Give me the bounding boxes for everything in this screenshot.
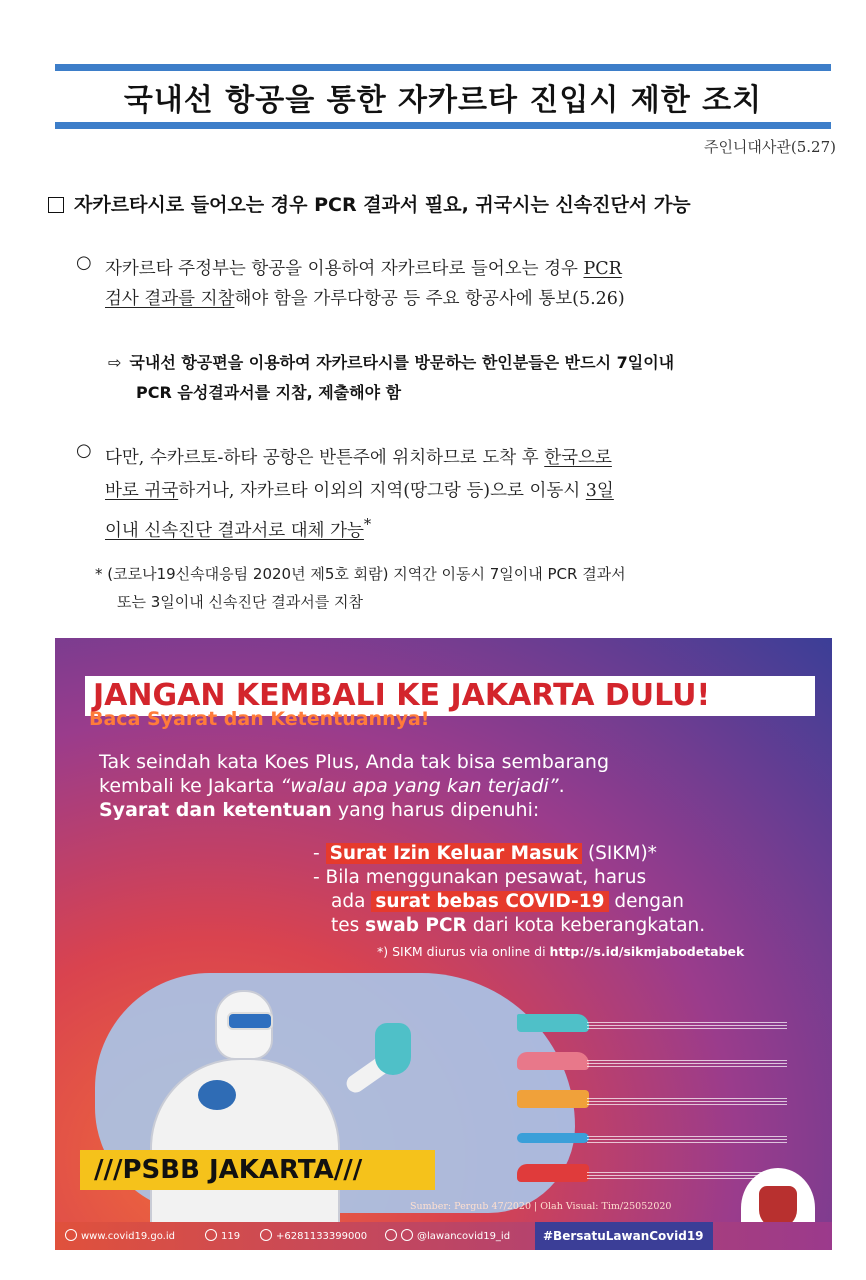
bullet-2-underline-b: 바로 귀국	[105, 481, 179, 501]
instagram-icon	[385, 1229, 397, 1241]
right-arrow-icon: ⇨	[108, 353, 122, 372]
poster-requirements	[313, 842, 813, 938]
poster-body-line-3	[99, 798, 799, 822]
bullet-2-symbol: ○	[76, 440, 92, 461]
bullet-1-text-b: 해야 함을 가루다항공 등 주요 항공사에 통보(5.26)	[234, 289, 625, 309]
sikm-note	[377, 944, 744, 959]
footer-hotline-text: 119	[221, 1231, 241, 1242]
ship-row	[517, 1010, 787, 1038]
train-row	[517, 1160, 787, 1188]
requirement-1-rest: (SIKM)*	[582, 843, 657, 864]
requirement-2-line-2-a: ada	[331, 891, 372, 912]
footnote-line-1: * (코로나19신속대응팀 2020년 제5호 회람) 지역간 이동시 7일이내 PCR 결과서	[95, 565, 626, 583]
poster-body-quote: “walau apa yang kan terjadi”	[280, 775, 559, 797]
bullet-2-underline-a: 한국으로	[544, 448, 612, 468]
checkbox-square-icon	[48, 197, 64, 213]
jakarta-badge-icon	[198, 1080, 236, 1110]
stop-hand-icon	[375, 1023, 411, 1075]
requirement-1-highlight: Surat Izin Keluar Masuk	[326, 843, 583, 864]
requirement-2-line-3	[313, 914, 813, 938]
requirement-2-line-3-bold: swab PCR	[365, 915, 467, 936]
bullet-2-underline-c: 3일	[585, 481, 614, 501]
footer-social-text: @lawancovid19_id	[417, 1231, 511, 1242]
speed-lines	[587, 1022, 787, 1030]
poster-body-line-3-bold: Syarat dan ketentuan	[99, 799, 332, 821]
requirement-2-line-2-b: dengan	[608, 891, 685, 912]
requirement-2-line-1: - Bila menggunakan pesawat, harus	[313, 867, 647, 888]
poster-footer	[55, 1222, 832, 1250]
poster-body-line-3-rest: yang harus dipenuhi:	[331, 799, 540, 821]
plane-row	[517, 1124, 787, 1152]
footer-whatsapp	[260, 1229, 367, 1242]
poster-body-line-2-b: .	[558, 775, 565, 797]
covid-poster	[55, 638, 832, 1250]
arrow-note	[108, 348, 843, 408]
bullet-1-underline-a: PCR	[583, 259, 622, 279]
bus-row	[517, 1086, 787, 1114]
poster-headline: JANGAN KEMBALI KE JAKARTA DULU!	[85, 676, 815, 716]
section-heading	[48, 190, 691, 217]
poster-body-line-2	[99, 774, 799, 798]
footer-hashtag: #BersatuLawanCovid19	[535, 1222, 713, 1250]
bullet-2-paragraph	[105, 442, 840, 548]
requirement-2-highlight: surat bebas COVID-19	[371, 891, 608, 912]
poster-body-line-1: Tak seindah kata Koes Plus, Anda tak bisa sembarang	[99, 751, 610, 773]
bullet-2-text-b: 하거나, 자카르타 이외의 지역(땅그랑 등)으로 이동시	[178, 481, 586, 501]
footer-website-text: www.covid19.go.id	[81, 1231, 175, 1242]
requirement-2-line-3-b: dari kota keberangkatan.	[466, 915, 706, 936]
requirement-2-line-3-a: tes	[331, 915, 366, 936]
bullet-2-text-a: 다만, 수카르토-하타 공항은 반튼주에 위치하므로 도착 후	[105, 448, 545, 468]
bullet-1-paragraph	[105, 254, 840, 314]
footer-hotline	[205, 1229, 240, 1242]
car-icon	[517, 1052, 589, 1070]
arrow-note-line-2: PCR 음성결과서를 지참, 제출해야 함	[136, 383, 402, 402]
car-row	[517, 1048, 787, 1076]
bullet-2-underline-d: 이내 신속진단 결과서로 대체 가능	[105, 520, 364, 541]
requirement-1-dash: -	[313, 843, 326, 864]
ship-icon	[517, 1014, 589, 1032]
sikm-note-url: http://s.id/sikmjabodetabek	[549, 944, 745, 959]
goggles-icon	[227, 1012, 273, 1030]
footer-website	[65, 1229, 175, 1242]
train-icon	[517, 1164, 589, 1182]
psbb-jakarta-banner: ///PSBB JAKARTA///	[80, 1150, 435, 1190]
bullet-2-footnote-mark: *	[363, 516, 372, 533]
poster-body-line-2-a: kembali ke Jakarta	[99, 775, 281, 797]
requirement-2-line-2	[313, 890, 813, 914]
sikm-note-text: *) SIKM diurus via online di	[377, 944, 550, 959]
document-title: 국내선 항공을 통한 자카르타 진입시 제한 조치	[123, 83, 763, 118]
bus-icon	[517, 1090, 589, 1108]
speed-lines	[587, 1060, 787, 1068]
footnote-line-2: 또는 3일이내 신속진단 결과서를 지참	[117, 593, 363, 611]
section-heading-text: 자카르타시로 들어오는 경우 PCR 결과서 필요, 귀국시는 신속진단서 가능	[74, 194, 691, 216]
issuer-date: 주인니대사관(5.27)	[703, 138, 836, 156]
headset-icon	[205, 1229, 217, 1241]
airplane-icon	[517, 1133, 589, 1143]
bullet-1-text-a: 자카르타 주정부는 항공을 이용하여 자카르타로 들어오는 경우	[105, 259, 584, 279]
title-top-rule	[55, 64, 831, 71]
poster-credit: Sumber: Pergub 47/2020 | Olah Visual: Tim/25052020	[410, 1201, 672, 1212]
speed-lines	[587, 1098, 787, 1106]
requirement-1	[313, 842, 813, 866]
poster-body	[99, 750, 799, 822]
globe-icon	[65, 1229, 77, 1241]
title-bottom-rule	[55, 122, 831, 129]
whatsapp-icon	[260, 1229, 272, 1241]
bullet-1-symbol: ○	[76, 252, 92, 273]
poster-subheadline: Baca Syarat dan Ketentuannya!	[89, 708, 430, 730]
footer-social	[385, 1229, 510, 1242]
footnote	[95, 560, 845, 616]
bullet-1-underline-b: 검사 결과를 지참	[105, 289, 235, 309]
arrow-note-line-1: 국내선 항공편을 이용하여 자카르타시를 방문하는 한인분들은 반드시 7일이내	[129, 353, 675, 372]
twitter-icon	[401, 1229, 413, 1241]
speed-lines	[587, 1136, 787, 1144]
footer-whatsapp-text: +6281133399000	[276, 1231, 368, 1242]
